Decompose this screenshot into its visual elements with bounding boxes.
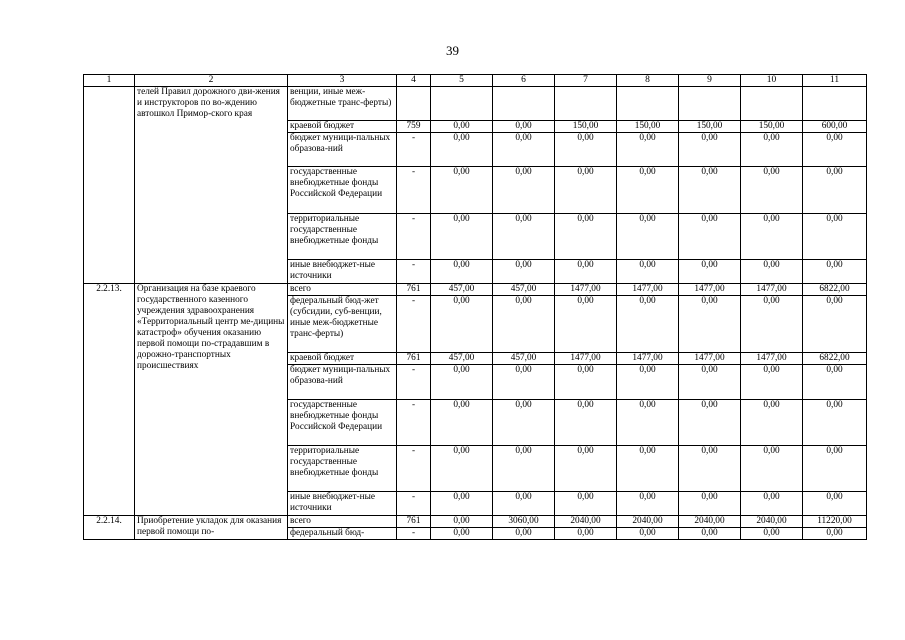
value-cell: 0,00 [431,121,493,133]
budget-code [397,87,431,121]
value-cell: 1477,00 [617,353,679,365]
value-cell: 457,00 [493,284,555,296]
value-cell: 0,00 [431,260,493,284]
value-cell: 0,00 [617,400,679,446]
value-cell: 1477,00 [679,353,741,365]
funding-source: территориальные государственные внебюджетные фонды [288,214,397,260]
value-cell: 0,00 [493,260,555,284]
value-cell: 0,00 [555,214,617,260]
value-cell: 0,00 [741,296,803,353]
value-cell [617,87,679,121]
measure-code [84,87,135,284]
funding-source: венции, иные меж-бюджетные транс-ферты) [288,87,397,121]
value-cell [555,87,617,121]
value-cell: 0,00 [555,528,617,540]
value-cell: 0,00 [679,400,741,446]
value-cell: 0,00 [555,492,617,516]
value-cell: 0,00 [679,214,741,260]
value-cell: 0,00 [431,400,493,446]
value-cell: 0,00 [617,167,679,214]
value-cell: 0,00 [431,492,493,516]
value-cell: 0,00 [555,260,617,284]
value-cell: 11220,00 [803,516,867,528]
value-cell: 0,00 [679,492,741,516]
budget-code: 759 [397,121,431,133]
funding-source: всего [288,284,397,296]
header-cell: 11 [803,75,867,87]
value-cell: 0,00 [679,446,741,492]
value-cell: 0,00 [803,400,867,446]
budget-table [83,74,867,540]
header-cell: 7 [555,75,617,87]
budget-code: - [397,214,431,260]
funding-source: иные внебюджет-ные источники [288,492,397,516]
header-cell: 3 [288,75,397,87]
value-cell: 1477,00 [555,353,617,365]
value-cell: 0,00 [803,133,867,167]
funding-source: иные внебюджет-ные источники [288,260,397,284]
value-cell: 2040,00 [679,516,741,528]
value-cell: 0,00 [493,400,555,446]
value-cell: 0,00 [741,260,803,284]
value-cell: 1477,00 [741,353,803,365]
header-cell: 6 [493,75,555,87]
budget-code: 761 [397,516,431,528]
value-cell: 0,00 [679,133,741,167]
budget-code: 761 [397,353,431,365]
budget-code: - [397,492,431,516]
value-cell: 0,00 [555,296,617,353]
header-row [84,75,867,87]
funding-source: краевой бюджет [288,353,397,365]
funding-source: бюджет муници-пальных образова-ний [288,365,397,400]
value-cell: 0,00 [493,167,555,214]
value-cell: 0,00 [741,492,803,516]
value-cell: 0,00 [617,446,679,492]
value-cell: 0,00 [617,365,679,400]
value-cell: 6822,00 [803,284,867,296]
value-cell: 0,00 [493,214,555,260]
value-cell: 457,00 [431,284,493,296]
value-cell: 6822,00 [803,353,867,365]
funding-source: федеральный бюд- [288,528,397,540]
value-cell [493,87,555,121]
value-cell: 3060,00 [493,516,555,528]
value-cell: 0,00 [431,296,493,353]
header-cell: 9 [679,75,741,87]
value-cell: 0,00 [741,528,803,540]
header-cell: 8 [617,75,679,87]
value-cell: 0,00 [741,133,803,167]
table-row [84,516,867,528]
value-cell: 0,00 [617,528,679,540]
value-cell: 0,00 [617,133,679,167]
value-cell: 0,00 [493,528,555,540]
table-row [84,284,867,296]
value-cell: 1477,00 [741,284,803,296]
value-cell [679,87,741,121]
value-cell: 0,00 [431,365,493,400]
value-cell: 600,00 [803,121,867,133]
value-cell: 0,00 [431,214,493,260]
value-cell: 0,00 [803,260,867,284]
value-cell: 0,00 [803,528,867,540]
funding-source: федеральный бюд-жет (субсидии, суб-венции, иные меж-бюджетные транс-ферты) [288,296,397,353]
budget-code: - [397,167,431,214]
header-cell: 1 [84,75,135,87]
measure-code: 2.2.13. [84,284,135,516]
value-cell: 0,00 [493,492,555,516]
header-cell: 4 [397,75,431,87]
value-cell [803,87,867,121]
value-cell: 0,00 [679,296,741,353]
funding-source: территориальные государственные внебюджетные фонды [288,446,397,492]
value-cell: 0,00 [493,296,555,353]
funding-source: краевой бюджет [288,121,397,133]
value-cell: 0,00 [431,446,493,492]
value-cell: 0,00 [741,365,803,400]
value-cell [431,87,493,121]
value-cell: 0,00 [431,516,493,528]
value-cell: 457,00 [493,353,555,365]
measure-name: телей Правил дорожного дви-жения и инструкторов по во-ждению автошкол Примор-ского края [135,87,288,284]
value-cell: 0,00 [679,528,741,540]
value-cell: 2040,00 [617,516,679,528]
budget-code: - [397,365,431,400]
funding-source: государственные внебюджетные фонды Российской Федерации [288,400,397,446]
value-cell: 0,00 [679,167,741,214]
value-cell: 0,00 [555,167,617,214]
value-cell: 0,00 [555,446,617,492]
value-cell: 0,00 [617,296,679,353]
value-cell: 457,00 [431,353,493,365]
value-cell: 0,00 [741,446,803,492]
funding-source: всего [288,516,397,528]
budget-code: - [397,296,431,353]
value-cell: 0,00 [555,400,617,446]
value-cell: 0,00 [803,365,867,400]
header-cell: 10 [741,75,803,87]
value-cell: 150,00 [679,121,741,133]
value-cell: 0,00 [803,446,867,492]
measure-name: Организация на базе краевого государственного казенного учреждения здравоохранения «Территориальный центр ме-дицины катастроф» обучения оказанию первой помощи по-страдавшим в дорожно-транспортных происшествиях [135,284,288,516]
value-cell: 0,00 [741,167,803,214]
value-cell: 0,00 [493,365,555,400]
value-cell: 0,00 [493,121,555,133]
budget-code: - [397,528,431,540]
value-cell [741,87,803,121]
measure-code: 2.2.14. [84,516,135,540]
value-cell: 1477,00 [679,284,741,296]
funding-source: бюджет муници-пальных образова-ний [288,133,397,167]
value-cell: 1477,00 [555,284,617,296]
value-cell: 150,00 [617,121,679,133]
value-cell: 0,00 [555,133,617,167]
value-cell: 0,00 [741,214,803,260]
value-cell: 0,00 [803,492,867,516]
header-cell: 2 [135,75,288,87]
page-number: 39 [446,43,459,58]
value-cell: 0,00 [679,365,741,400]
value-cell: 0,00 [803,214,867,260]
value-cell: 0,00 [493,446,555,492]
value-cell: 1477,00 [617,284,679,296]
value-cell: 0,00 [803,296,867,353]
value-cell: 150,00 [555,121,617,133]
value-cell: 0,00 [617,214,679,260]
budget-code: - [397,260,431,284]
funding-source: государственные внебюджетные фонды Российской Федерации [288,167,397,214]
value-cell: 0,00 [617,260,679,284]
value-cell: 0,00 [741,400,803,446]
budget-code: - [397,133,431,167]
value-cell: 150,00 [741,121,803,133]
value-cell: 2040,00 [741,516,803,528]
value-cell: 0,00 [555,365,617,400]
value-cell: 0,00 [431,528,493,540]
budget-code: - [397,400,431,446]
value-cell: 0,00 [803,167,867,214]
value-cell: 2040,00 [555,516,617,528]
value-cell: 0,00 [493,133,555,167]
budget-code: 761 [397,284,431,296]
header-cell: 5 [431,75,493,87]
value-cell: 0,00 [679,260,741,284]
table-row [84,87,867,121]
measure-name: Приобретение укладок для оказания первой помощи по- [135,516,288,540]
value-cell: 0,00 [617,492,679,516]
budget-code: - [397,446,431,492]
value-cell: 0,00 [431,167,493,214]
value-cell: 0,00 [431,133,493,167]
